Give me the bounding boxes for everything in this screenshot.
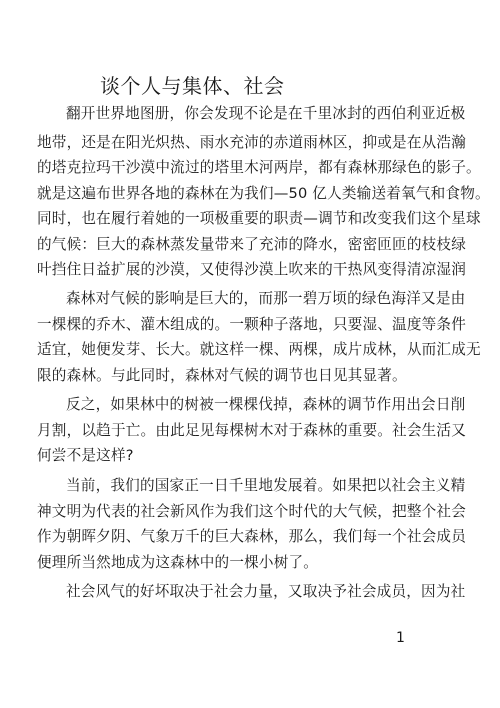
text-line: 叶挡住日益扩展的沙漠，又使得沙漠上吹来的干热风变得清凉湿润 <box>37 261 467 278</box>
text-line: 适宜，她便发芽、长大。就这样一棵、两棵，成片成林，从而汇成无 <box>37 341 481 358</box>
page-number: 1 <box>396 630 405 646</box>
text-line: 同时，也在履行着她的一项极重要的职责—调节和改变我们这个星球 <box>37 210 481 227</box>
text-line: 就是这遍布世界各地的森林在为我们—50 亿人类输送着氧气和食物。 <box>37 185 490 202</box>
text-line: 翻开世界地图册，你会发现不论是在千里冰封的西伯利亚近极 <box>66 105 466 122</box>
text-line: 地带，还是在阳光炽热、雨水充沛的赤道雨林区，抑或是在从浩瀚 <box>37 134 467 151</box>
text-line: 何尝不是这样? <box>37 447 134 464</box>
text-line: 社会风气的好坏取决于社会力量，又取决予社会成员，因为社 <box>66 583 466 600</box>
text-line: 的气候：巨大的森林蒸发量带来了充沛的降水，密密匝匝的枝枝绿 <box>37 236 467 253</box>
text-line: 神文明为代表的社会新风作为我们这个时代的大气候，把整个社会 <box>37 503 467 520</box>
text-line: 森林对气候的影响是巨大的，而那一碧万顷的绿色海洋又是由 <box>66 290 466 307</box>
text-line: 便理所当然地成为这森林中的一棵小树了。 <box>37 554 319 571</box>
text-line: 月割，以趋于亡。由此足见每棵树木对于森林的重要。社会生活又 <box>37 422 467 439</box>
text-line: 作为朝晖夕阴、气象万千的巨大森林，那么，我们每一个社会成员 <box>37 528 467 545</box>
text-line: 一棵棵的乔木、灌木组成的。一颗种子落地，只要湿、温度等条件 <box>37 316 467 333</box>
text-line: 反之，如果林中的树被一棵棵伐掉，森林的调节作用出会日削 <box>66 396 466 413</box>
text-line: 当前，我们的国家正一日千里地发展着。如果把以社会主义精 <box>66 477 466 494</box>
text-line: 限的森林。与此同时，森林对气候的调节也日见其显著。 <box>37 367 407 384</box>
document-title: 谈个人与集体、社会 <box>100 74 285 98</box>
text-line: 的塔克拉玛干沙漠中流过的塔里木河两岸，都有森林那绿色的影子。 <box>37 159 481 176</box>
